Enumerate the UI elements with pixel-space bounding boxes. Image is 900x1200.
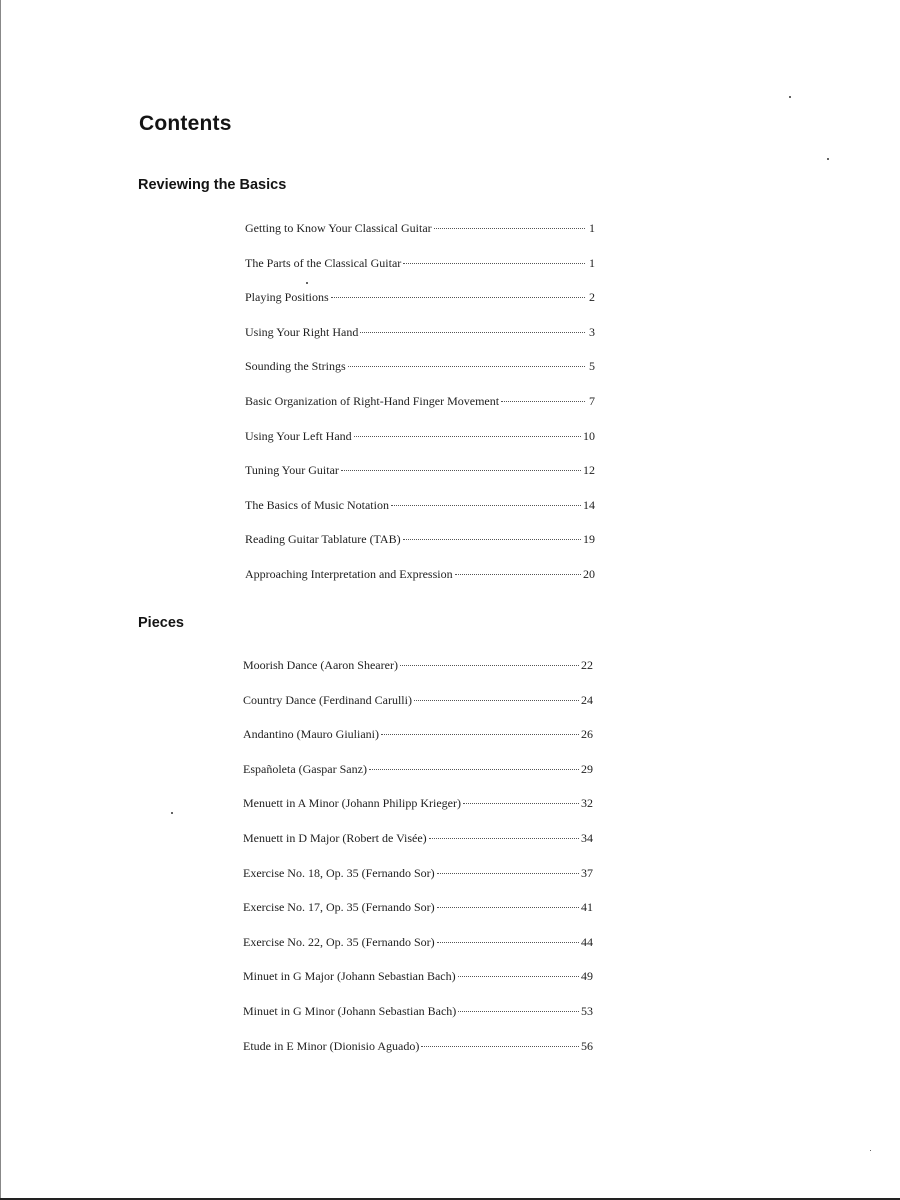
section-heading-pieces: Pieces bbox=[138, 615, 184, 631]
toc-entry-title: Tuning Your Guitar bbox=[245, 463, 339, 478]
toc-entry-page-number: 5 bbox=[589, 359, 595, 374]
toc-entry[interactable] bbox=[243, 658, 593, 693]
toc-entry-page-number: 37 bbox=[581, 865, 593, 880]
toc-entry-page-number: 56 bbox=[581, 1038, 593, 1053]
toc-entry-page-number: 14 bbox=[583, 497, 595, 512]
toc-entry-title: Moorish Dance (Aaron Shearer) bbox=[243, 658, 398, 672]
dot-leader bbox=[421, 1046, 579, 1047]
scan-speck bbox=[870, 1150, 871, 1151]
toc-entry-page-number: 44 bbox=[581, 934, 593, 949]
dot-leader bbox=[354, 436, 581, 437]
toc-entry-page-number: 10 bbox=[583, 428, 595, 443]
toc-entry-page-number: 34 bbox=[581, 830, 593, 845]
page-edge-left bbox=[0, 0, 1, 1200]
toc-entry-title: Using Your Left Hand bbox=[245, 428, 352, 443]
toc-entry-page-number: 1 bbox=[589, 221, 595, 235]
toc-entry-title: Exercise No. 17, Op. 35 (Fernando Sor) bbox=[243, 900, 435, 915]
toc-entry[interactable] bbox=[245, 221, 595, 256]
toc-entry[interactable] bbox=[243, 1004, 593, 1039]
dot-leader bbox=[348, 366, 585, 367]
dot-leader bbox=[400, 665, 579, 666]
toc-entry[interactable] bbox=[243, 1039, 593, 1074]
toc-entry-page-number: 3 bbox=[589, 324, 595, 339]
toc-entry-title: The Parts of the Classical Guitar bbox=[245, 255, 402, 270]
toc-entry-page-number: 26 bbox=[581, 727, 593, 742]
dot-leader bbox=[429, 838, 579, 839]
dot-leader bbox=[403, 263, 585, 264]
toc-entry[interactable] bbox=[245, 394, 595, 429]
toc-entry-title: Getting to Know Your Classical Guitar bbox=[245, 221, 432, 235]
toc-entry-page-number: 29 bbox=[581, 761, 593, 776]
toc-entry-page-number: 19 bbox=[583, 532, 595, 547]
toc-entry[interactable] bbox=[245, 429, 595, 464]
toc-entry-title: The Basics of Music Notation bbox=[245, 497, 389, 512]
toc-entry-title: Menuett in A Minor (Johann Philipp Krieger) bbox=[243, 796, 461, 811]
toc-list-reviewing-the-basics bbox=[245, 221, 595, 602]
toc-entry-title: Country Dance (Ferdinand Carulli) bbox=[243, 692, 412, 707]
toc-entry[interactable] bbox=[243, 693, 593, 728]
toc-entry[interactable] bbox=[243, 796, 593, 831]
toc-entry[interactable] bbox=[245, 256, 595, 291]
scan-speck bbox=[827, 158, 829, 160]
dot-leader bbox=[414, 700, 579, 701]
toc-entry-title: Sounding the Strings bbox=[245, 359, 346, 374]
toc-entry-page-number: 1 bbox=[589, 255, 595, 270]
toc-entry[interactable] bbox=[245, 463, 595, 498]
toc-entry-page-number: 2 bbox=[589, 290, 595, 305]
page-title: Contents bbox=[139, 112, 232, 135]
toc-entry-title: Playing Positions bbox=[245, 290, 329, 305]
toc-entry-page-number: 41 bbox=[581, 900, 593, 915]
dot-leader bbox=[434, 228, 585, 229]
toc-entry[interactable] bbox=[245, 359, 595, 394]
toc-entry-title: Using Your Right Hand bbox=[245, 324, 359, 339]
dot-leader bbox=[463, 803, 579, 804]
toc-entry-title: Españoleta (Gaspar Sanz) bbox=[243, 761, 367, 776]
toc-entry[interactable] bbox=[243, 969, 593, 1004]
toc-entry-page-number: 7 bbox=[589, 393, 595, 408]
toc-entry-page-number: 22 bbox=[581, 658, 593, 672]
scan-speck bbox=[789, 96, 791, 98]
toc-entry[interactable] bbox=[243, 762, 593, 797]
toc-entry[interactable] bbox=[245, 290, 595, 325]
toc-entry-title: Reading Guitar Tablature (TAB) bbox=[245, 532, 401, 547]
toc-entry-page-number: 32 bbox=[581, 796, 593, 811]
toc-entry[interactable] bbox=[243, 831, 593, 866]
scan-speck bbox=[171, 812, 173, 814]
toc-entry-page-number: 20 bbox=[583, 566, 595, 581]
toc-entry-title: Exercise No. 18, Op. 35 (Fernando Sor) bbox=[243, 865, 435, 880]
toc-entry-title: Menuett in D Major (Robert de Visée) bbox=[243, 830, 427, 845]
toc-list-pieces bbox=[243, 658, 593, 1073]
dot-leader bbox=[369, 769, 579, 770]
dot-leader bbox=[360, 332, 585, 333]
toc-entry-title: Andantino (Mauro Giuliani) bbox=[243, 727, 379, 742]
dot-leader bbox=[331, 297, 585, 298]
dot-leader bbox=[391, 505, 581, 506]
dot-leader bbox=[381, 734, 579, 735]
toc-entry-page-number: 53 bbox=[581, 1003, 593, 1018]
toc-entry[interactable] bbox=[245, 532, 595, 567]
toc-entry[interactable] bbox=[243, 935, 593, 970]
toc-entry[interactable] bbox=[245, 325, 595, 360]
dot-leader bbox=[458, 976, 579, 977]
dot-leader bbox=[455, 574, 581, 575]
toc-entry[interactable] bbox=[243, 866, 593, 901]
toc-entry[interactable] bbox=[243, 727, 593, 762]
section-heading-reviewing-the-basics: Reviewing the Basics bbox=[138, 177, 287, 193]
toc-entry[interactable] bbox=[245, 567, 595, 602]
toc-entry-page-number: 12 bbox=[583, 463, 595, 478]
dot-leader bbox=[437, 873, 579, 874]
toc-entry-page-number: 24 bbox=[581, 692, 593, 707]
toc-entry-page-number: 49 bbox=[581, 969, 593, 984]
dot-leader bbox=[437, 907, 579, 908]
toc-entry[interactable] bbox=[243, 900, 593, 935]
scan-speck bbox=[306, 282, 308, 284]
toc-entry-title: Etude in E Minor (Dionisio Aguado) bbox=[243, 1038, 420, 1053]
toc-entry-title: Basic Organization of Right-Hand Finger Movement bbox=[245, 393, 500, 408]
dot-leader bbox=[458, 1011, 579, 1012]
toc-entry-title: Minuet in G Major (Johann Sebastian Bach) bbox=[243, 969, 456, 984]
toc-entry-title: Minuet in G Minor (Johann Sebastian Bach) bbox=[243, 1003, 457, 1018]
toc-entry[interactable] bbox=[245, 498, 595, 533]
dot-leader bbox=[501, 401, 585, 402]
toc-entry-title: Exercise No. 22, Op. 35 (Fernando Sor) bbox=[243, 934, 435, 949]
dot-leader bbox=[403, 539, 581, 540]
toc-entry-title: Approaching Interpretation and Expression bbox=[245, 566, 453, 581]
dot-leader bbox=[341, 470, 581, 471]
dot-leader bbox=[437, 942, 579, 943]
